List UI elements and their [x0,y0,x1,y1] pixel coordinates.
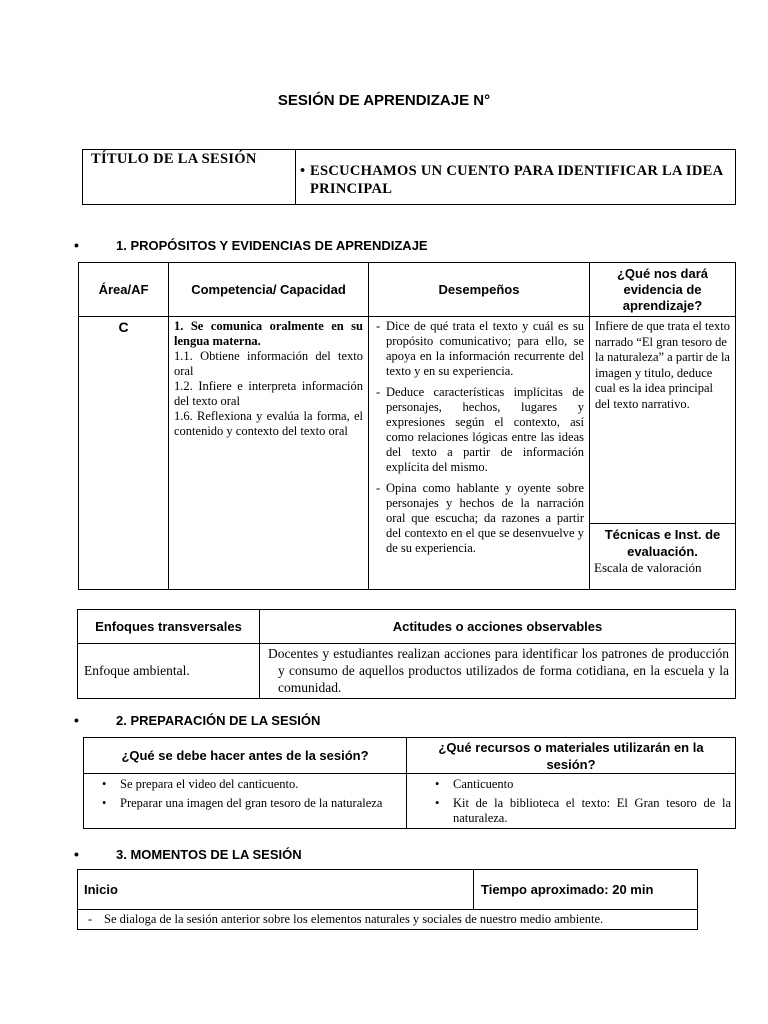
session-title-value: ESCUCHAMOS UN CUENTO PARA IDENTIFICAR LA IDEA PRINCIPAL [310,163,723,197]
bullet-icon: • [74,846,79,862]
purposes-table [78,262,736,590]
capacidad-3: 1.6. Reflexiona y evalúa la forma, el contenido y contexto del texto oral [174,409,363,438]
header-actitudes: Actitudes o acciones observables [260,610,736,644]
inicio-item-1: Se dialoga de la sesión anterior sobre los elementos naturales y sociales de nuestro medio ambiente. [104,912,604,926]
antes-cell [84,774,407,829]
inicio-items-cell [78,910,698,930]
session-title-value-cell [296,150,736,205]
session-title-label: TÍTULO DE LA SESIÓN [91,151,257,167]
enfoque-value: Enfoque ambiental. [84,663,190,678]
bullet-icon: • [300,163,306,179]
moments-table [77,869,698,930]
antes-item-1: • Se prepara el video del canticuento. [96,777,402,792]
document-title: SESIÓN DE APRENDIZAJE N° [277,92,491,109]
area-cell [79,317,169,590]
section-2-heading-text: 2. PREPARACIÓN DE LA SESIÓN [116,712,321,728]
desempeno-2: - Deduce características implícitas de personajes, hechos, lugares y expresiones según el contexto, así como relaciones lógicas entre las ideas del texto a partir de información explícita del mismo. [372,385,584,475]
recursos-cell [407,774,736,829]
tecnicas-value: Escala de valoración [594,560,702,575]
antes-item-2: • Preparar una imagen del gran tesoro de la naturaleza [96,796,402,811]
actitud-cell [260,644,736,699]
preparation-table [83,737,736,829]
desempeno-1: - Dice de qué trata el texto y cuál es su propósito comunicativo; para ello, se apoya en la información recurrente del texto y en su experiencia. [372,319,584,379]
capacidad-2: 1.2. Infiere e interpreta información del texto oral [174,379,363,408]
recursos-item-2: • Kit de la biblioteca el texto: El Gran tesoro de la naturaleza. [429,796,731,826]
section-3-heading [74,846,302,862]
section-3-heading-text: 3. MOMENTOS DE LA SESIÓN [116,846,302,862]
header-antes: ¿Qué se debe hacer antes de la sesión? [84,738,407,774]
header-evidencia: ¿Qué nos dará evidencia de aprendizaje? [590,263,736,317]
header-enfoques: Enfoques transversales [78,610,260,644]
enfoque-cell [78,644,260,699]
section-1-heading-text: 1. PROPÓSITOS Y EVIDENCIAS DE APRENDIZAJE [116,237,428,253]
tecnicas-label: Técnicas e Inst. de evaluación. [604,527,721,559]
header-area: Área/AF [79,263,169,317]
actitud-text: Docentes y estudiantes realizan acciones para identificar los patrones de producción y consumo de aquellos productos utilizados de forma cotidiana, en la escuela y la comunidad. [268,646,729,695]
header-competencia: Competencia/ Capacidad [169,263,369,317]
competencia-title: 1. Se comunica oralmente en su lengua materna. [174,319,363,348]
session-title-label-cell [83,150,296,205]
capacidad-1: 1.1. Obtiene información del texto oral [174,349,363,378]
tiempo-cell [474,870,698,910]
header-recursos: ¿Qué recursos o materiales utilizarán en la sesión? [407,738,736,774]
inicio-label-cell [78,870,474,910]
bullet-icon: • [74,237,79,253]
competencia-cell [169,317,369,590]
bullet-icon: • [74,712,79,728]
session-title-table [82,149,736,205]
section-1-heading [74,237,428,253]
dash-icon: - [88,912,93,926]
section-2-heading [74,712,320,728]
enfoques-table [77,609,736,699]
tiempo-label: Tiempo aproximado: 20 min [481,882,654,897]
tecnicas-cell [590,524,736,590]
header-desempenos: Desempeños [369,263,590,317]
recursos-item-1: • Canticuento [429,777,731,792]
inicio-label: Inicio [84,882,118,897]
desempeno-3: - Opina como hablante y oyente sobre personajes y hechos de la narración oral que escucha; da razones a partir del contexto en el que se desenvuelve y de su experiencia. [372,481,584,556]
evidencia-cell [590,317,736,524]
area-value: C [118,319,129,335]
desempenos-cell [369,317,590,590]
evidencia-text: Infiere de que trata el texto narrado “El gran tesoro de la naturaleza” a partir de la imagen y titulo, deduce cual es la idea principal del texto narrativo. [595,319,730,411]
